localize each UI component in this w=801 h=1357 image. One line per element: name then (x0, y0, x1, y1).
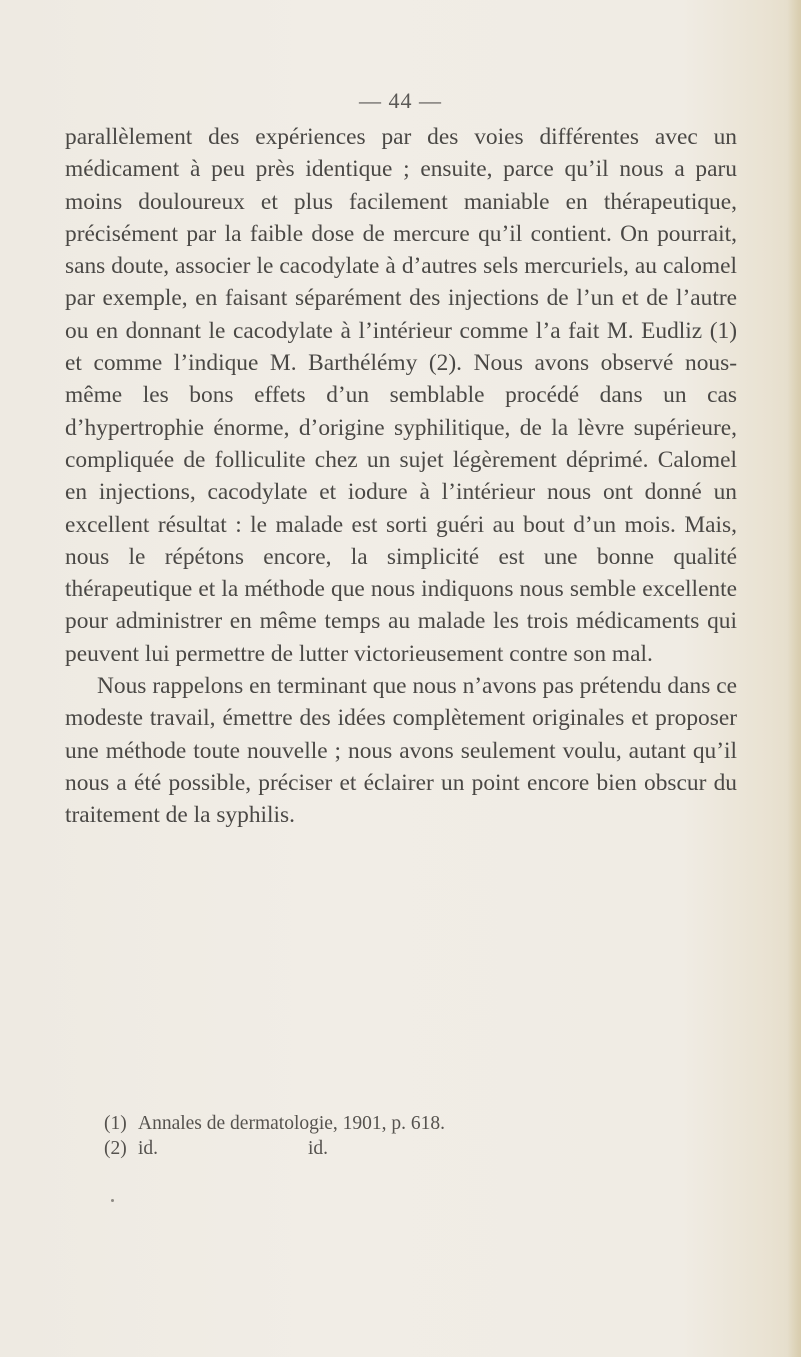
paragraph: parallèlement des expériences par des voies différentes avec un médicament à peu près identique ; ensuite, parce qu’il nous a paru moins douloureux et plus facilement maniable en thérapeutique, précisément par la faible dose de mercure qu’il contient. On pourrait, sans doute, associer le cacodylate à d’autres sels mercuriels, au calomel par exemple, en faisant séparément des injections de l’un et de l’autre ou en donnant le cacodylate à l’intérieur comme l’a fait M. Eudliz (1) et comme l’indique M. Barthélémy (2). Nous avons observé nous-même les bons effets d’un semblable procédé dans un cas d’hypertrophie énorme, d’origine syphilitique, de la lèvre supérieure, compliquée de folliculite chez un sujet légèrement déprimé. Calomel en injections, cacodylate et iodure à l’intérieur nous ont donné un excellent résultat : le malade est sorti guéri au bout d’un mois. Mais, nous le répétons encore, la simplicité est une bonne qualité thérapeutique et la méthode que nous indiquons nous semble excellente pour administrer en même temps au malade les trois médicaments qui peuvent lui permettre de lutter victorieusement contre son mal. (65, 124, 737, 667)
footnote-marker: (1) (104, 1113, 127, 1134)
paragraph: Nous rappelons en terminant que nous n’avons pas prétendu dans ce modeste travail, émettre des idées complètement originales et proposer une méthode toute nouvelle ; nous avons seulement voulu, autant qu’il nous a été possible, préciser et éclairer un point encore bien obscur du traitement de la syphilis. (65, 673, 737, 829)
footnote-text: Annales de dermatologie, 1901, p. 618. (138, 1113, 446, 1134)
footnote-marker: (2) (104, 1138, 127, 1159)
footnote-2 (104, 1136, 724, 1161)
footnote-1 (104, 1111, 724, 1136)
footnote-text-2: id. (308, 1138, 329, 1159)
page-number: — 44 — (359, 88, 442, 113)
scan-speck (111, 1199, 114, 1202)
footnote-text: id. (138, 1138, 159, 1159)
body-text (65, 121, 737, 832)
page-edge-shadow (787, 0, 801, 1357)
footnotes (104, 1111, 724, 1161)
